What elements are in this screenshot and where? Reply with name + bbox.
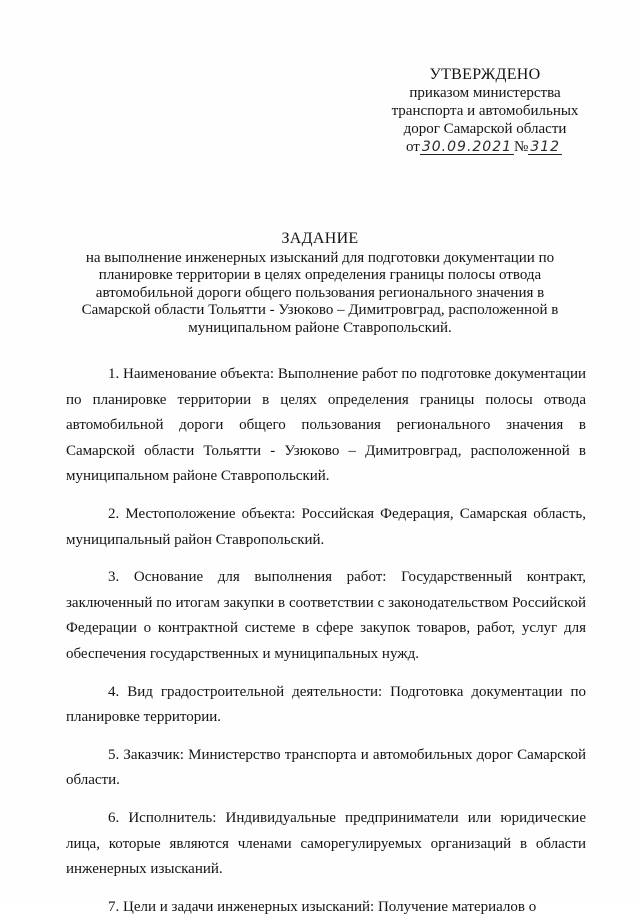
- heading-line: планировке территории в целях определения границы полосы отвода: [98, 267, 542, 283]
- item-activity-type: 4. Вид градостроительной деятельности: Подготовка документации по планировке территории.: [66, 683, 586, 726]
- document-body: [66, 362, 586, 920]
- item-location: 2. Местоположение объекта: Российская Федерация, Самарская область, муниципальный район Ставропольский.: [66, 505, 586, 548]
- number-underline: [528, 140, 562, 155]
- date-prefix: от: [406, 139, 420, 155]
- number-prefix: №: [514, 139, 529, 155]
- handwritten-number: 312: [530, 139, 561, 155]
- heading-line: на выполнение инженерных изысканий для подготовки документации по: [85, 249, 555, 266]
- approval-stamp: [370, 66, 600, 160]
- handwritten-date: 30.09.2021: [421, 139, 513, 155]
- approval-line-3: дорог Самарской области: [403, 121, 567, 137]
- approval-line-1: приказом министерства: [409, 85, 561, 101]
- heading-line: автомобильной дороги общего пользования регионального значения в: [95, 284, 545, 301]
- approval-title: УТВЕРЖДЕНО: [429, 66, 541, 83]
- heading-line: муниципальном районе Ставропольский.: [188, 319, 452, 336]
- item-goals: 7. Цели и задачи инженерных изысканий: Получение материалов о: [108, 898, 537, 915]
- item-contractor: 6. Исполнитель: Индивидуальные предприниматели или юридические лица, которые являются членами саморегулируемых организаций в области инженерных изысканий.: [66, 809, 586, 878]
- heading-line: Самарской области Тольятти - Узюково – Димитровград, расположенной в: [81, 302, 559, 318]
- item-object-name: 1. Наименование объекта: Выполнение работ по подготовке документации по планировке территории в целях определения границы полосы отвода автомобильной дороги общего пользования регионального значения в Самарской области Тольятти - Узюково – Димитровград, расположенной в муниципальном районе Ставропольский.: [66, 366, 586, 485]
- date-underline: [420, 140, 514, 155]
- approval-date-line: [370, 138, 600, 160]
- item-customer: 5. Заказчик: Министерство транспорта и автомобильных дорог Самарской области.: [66, 746, 586, 789]
- document-title: ЗАДАНИЕ: [281, 230, 359, 247]
- document-heading: [60, 230, 580, 337]
- item-basis: 3. Основание для выполнения работ: Государственный контракт, заключенный по итогам закупки в соответствии с законодательством Российской Федерации о контрактной системе в сфере закупок товаров, работ, услуг для обеспечения государственных и муниципальных нужд.: [66, 569, 586, 662]
- approval-line-2: транспорта и автомобильных: [391, 103, 579, 119]
